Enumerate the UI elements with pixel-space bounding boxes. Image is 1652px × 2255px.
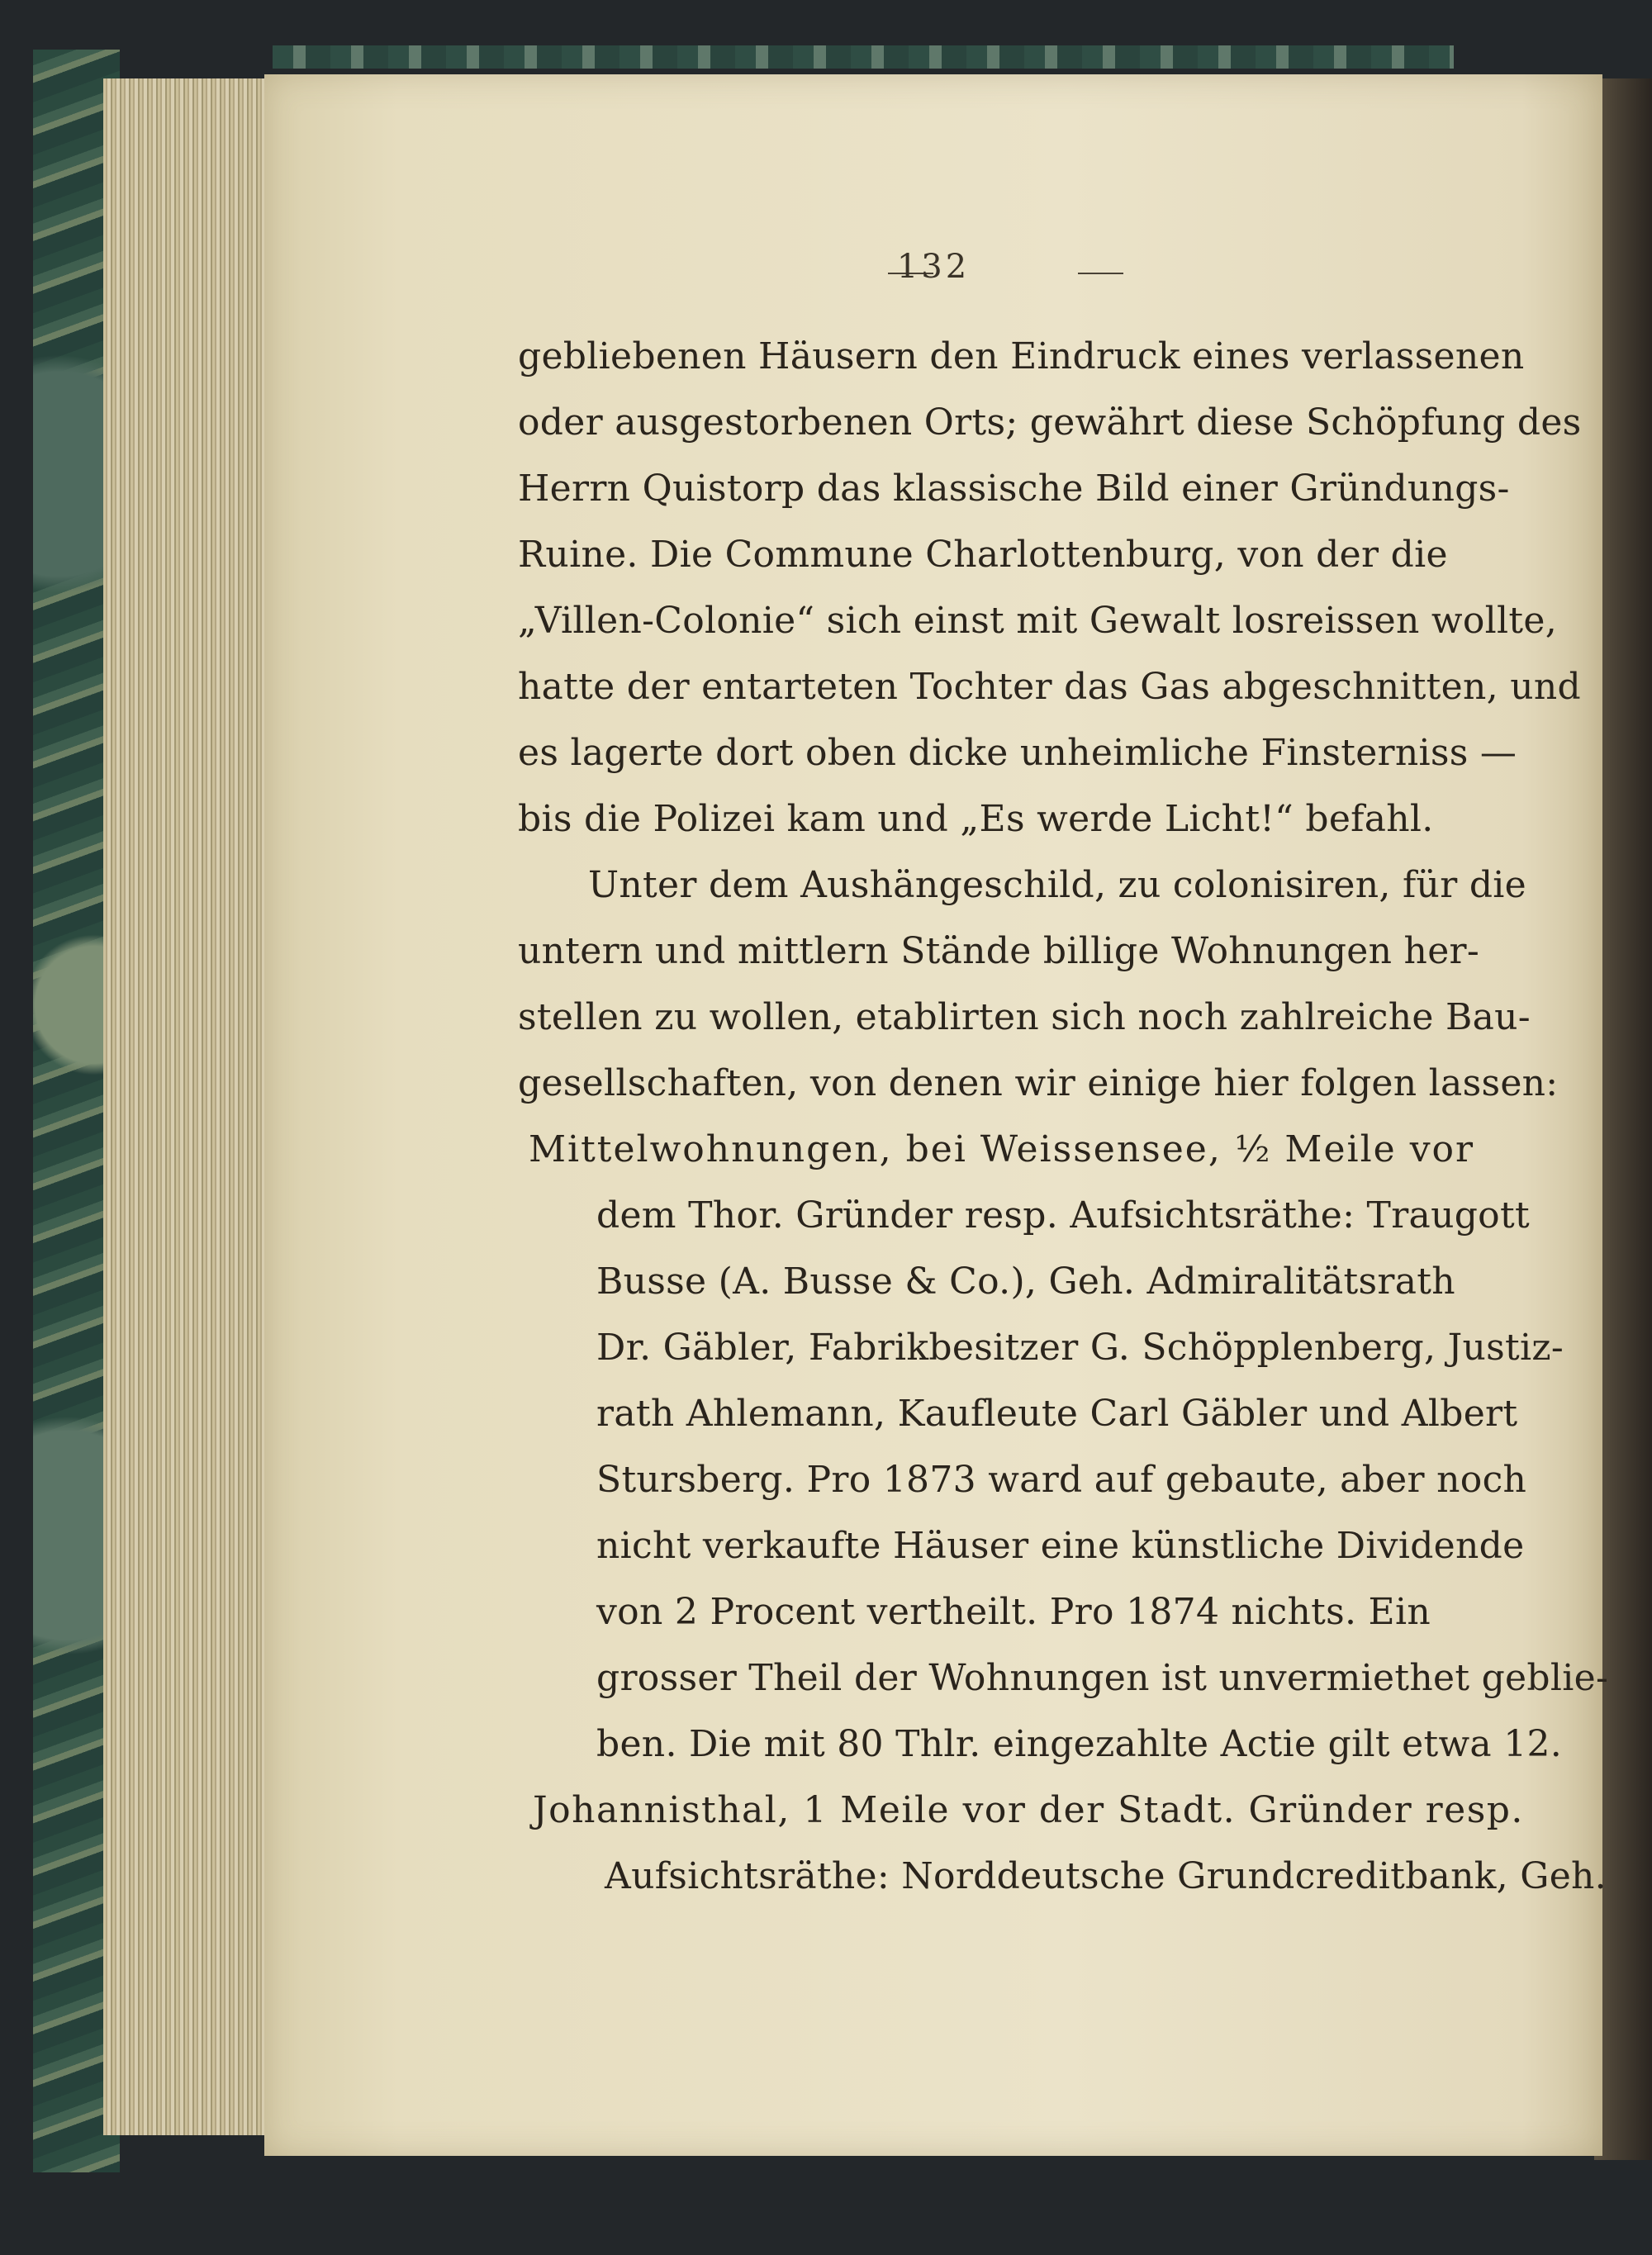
text-line: gesellschaften, von denen wir einige hier folgen lassen: — [518, 1062, 1559, 1104]
text-line: grosser Theil der Wohnungen ist unvermiethet geblie- — [596, 1657, 1609, 1699]
text-line: oder ausgestorbenen Orts; gewährt diese Schöpfung des — [518, 401, 1582, 444]
text-line: Johannisthal, 1 Meile vor der Stadt. Gründer resp. — [533, 1789, 1524, 1831]
text-line: Dr. Gäbler, Fabrikbesitzer G. Schöpplenberg, Justiz- — [596, 1327, 1564, 1369]
text-line: es lagerte dort oben dicke unheimliche Finsterniss — — [518, 732, 1517, 774]
text-line: Ruine. Die Commune Charlottenburg, von der die — [518, 534, 1448, 576]
text-line: bis die Polizei kam und „Es werde Licht!“ befahl. — [518, 798, 1434, 840]
text-line: untern und mittlern Stände billige Wohnungen her- — [518, 930, 1480, 972]
book-cover-top-edge — [273, 45, 1454, 69]
text-line: dem Thor. Gründer resp. Aufsichtsräthe: Traugott — [596, 1194, 1530, 1237]
text-line: stellen zu wollen, etablirten sich noch zahlreiche Bau- — [518, 996, 1531, 1038]
text-line: Herrn Quistorp das klassische Bild einer Gründungs- — [518, 468, 1510, 510]
text-line: ben. Die mit 80 Thlr. eingezahlte Actie gilt etwa 12. — [596, 1723, 1563, 1765]
text-line: gebliebenen Häusern den Eindruck eines verlassenen — [518, 335, 1525, 377]
text-line: Stursberg. Pro 1873 ward auf gebaute, aber noch — [596, 1459, 1527, 1501]
text-line: rath Ahlemann, Kaufleute Carl Gäbler und Albert — [596, 1393, 1518, 1435]
text-line: Mittelwohnungen, bei Weissensee, ½ Meile vor — [529, 1128, 1475, 1170]
page-number: 132 — [896, 248, 971, 286]
text-line: „Villen-Colonie“ sich einst mit Gewalt losreissen wollte, — [518, 600, 1558, 642]
text-line: Busse (A. Busse & Co.), Geh. Admiralitätsrath — [596, 1260, 1455, 1303]
page-gutter-shadow — [1594, 78, 1652, 2160]
book-page — [264, 74, 1602, 2156]
text-line: von 2 Procent vertheilt. Pro 1874 nichts. Ein — [596, 1591, 1431, 1633]
page-edges — [103, 78, 285, 2135]
text-line: hatte der entarteten Tochter das Gas abgeschnitten, und — [518, 666, 1581, 708]
text-line: Unter dem Aushängeschild, zu colonisiren, für die — [588, 864, 1526, 906]
text-line: Aufsichtsräthe: Norddeutsche Grundcreditbank, Geh. — [605, 1855, 1607, 1897]
text-line: nicht verkaufte Häuser eine künstliche Dividende — [596, 1525, 1525, 1567]
